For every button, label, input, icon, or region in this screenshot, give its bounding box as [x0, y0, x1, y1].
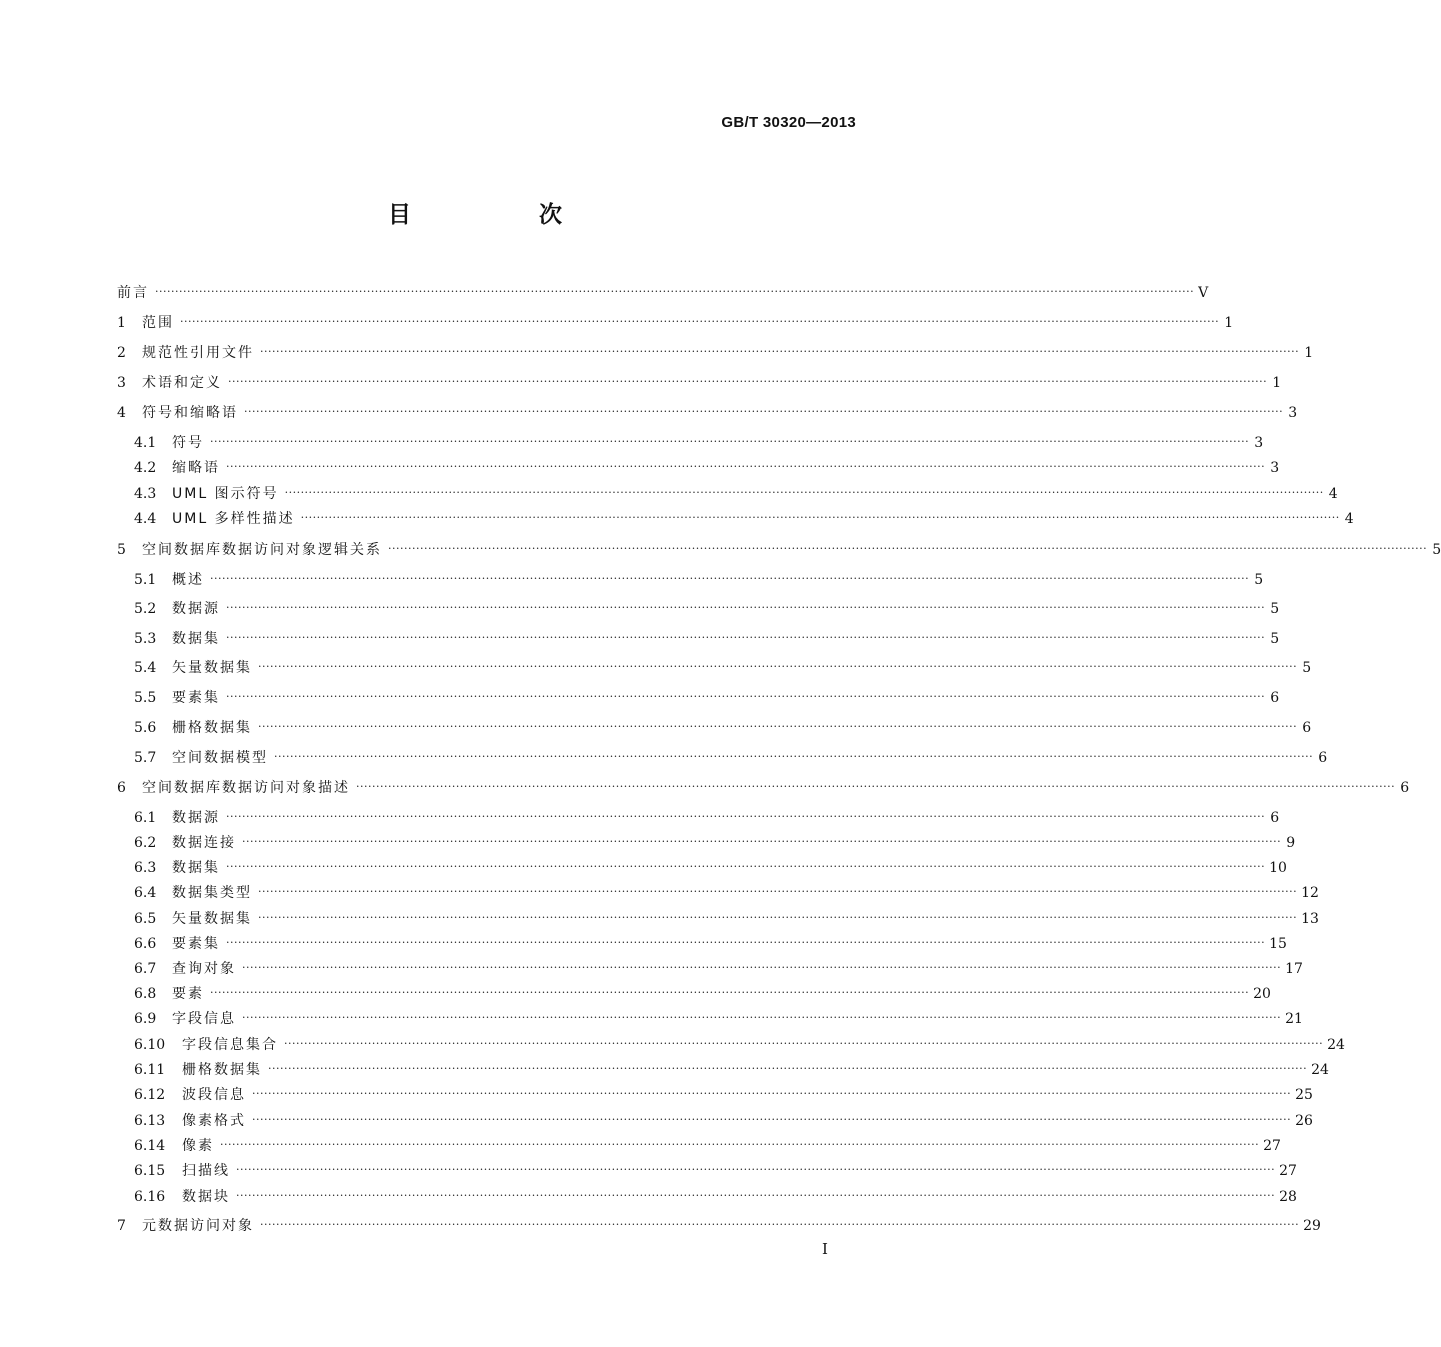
toc-entry-page: 24: [1327, 1037, 1345, 1053]
toc-leader-dots: ····································································································································································································································································: [284, 1037, 1324, 1050]
toc-leader-dots: ····································································································································································································································································: [226, 601, 1266, 614]
toc-entry-number: 6.6: [134, 936, 157, 952]
toc-leader-dots: ····································································································································································································································································: [258, 911, 1298, 924]
toc-entry-number: 6.12: [134, 1087, 166, 1103]
toc-entry-page: 12: [1301, 885, 1319, 901]
toc-leader-dots: ····································································································································································································································································: [180, 315, 1220, 328]
toc-entry-page: 5: [1270, 631, 1280, 647]
toc-entry-number: 5.3: [134, 631, 157, 647]
toc-entry-label: 像素: [182, 1138, 214, 1154]
toc-entry-number: 6.1: [134, 810, 157, 826]
toc-leader-dots: ····································································································································································································································································: [226, 936, 1266, 949]
toc-entry-label: 要素集: [172, 936, 220, 952]
toc-entry-page: 1: [1272, 375, 1282, 391]
toc-entry[interactable]: [117, 370, 1282, 392]
toc-entry-number: 6.9: [134, 1011, 157, 1027]
toc-entry-page: 21: [1285, 1011, 1303, 1027]
toc-entry-page: 6: [1318, 750, 1328, 766]
toc-entry-number: 6.5: [134, 911, 157, 927]
toc-entry-label: 查询对象: [172, 961, 236, 977]
toc-entry-number: 6.15: [134, 1163, 166, 1179]
toc-entry-page: V: [1198, 285, 1209, 301]
toc-entry-number: 6.3: [134, 860, 157, 876]
toc-entry-label: 范围: [142, 315, 174, 331]
toc-entry-number: 5.4: [134, 660, 157, 676]
toc-leader-dots: ····································································································································································································································································: [242, 961, 1282, 974]
toc-entry-page: 5: [1270, 601, 1280, 617]
standard-code: GB/T 30320—2013: [721, 114, 856, 131]
toc-leader-dots: ····································································································································································································································································: [274, 750, 1314, 763]
toc-entry-number: 6.8: [134, 986, 157, 1002]
toc-entry-number: 4.4: [134, 511, 157, 527]
toc-leader-dots: ····································································································································································································································································: [226, 690, 1266, 703]
toc-entry-label: 扫描线: [182, 1163, 230, 1179]
toc-entry-label: 规范性引用文件: [142, 345, 254, 361]
toc-leader-dots: ····································································································································································································································································: [220, 1138, 1260, 1151]
toc-entry-page: 4: [1344, 511, 1354, 527]
toc-entry-number: 2: [117, 345, 126, 361]
toc-entry[interactable]: [117, 280, 1209, 302]
toc-entry-page: 3: [1254, 435, 1264, 451]
toc-entry-label: 字段信息: [172, 1011, 236, 1027]
toc-entry-label: 栅格数据集: [172, 720, 252, 736]
toc-entry-label: 数据集类型: [172, 885, 252, 901]
toc-entry[interactable]: [134, 981, 1271, 1003]
toc-entry-label: 数据源: [172, 810, 220, 826]
toc-entry[interactable]: [134, 506, 1354, 528]
toc-leader-dots: ····································································································································································································································································: [258, 660, 1298, 673]
toc-entry-label: 缩略语: [172, 460, 220, 476]
toc-entry[interactable]: [134, 1006, 1303, 1028]
toc-leader-dots: ····································································································································································································································································: [242, 1011, 1282, 1024]
toc-entry-label: 栅格数据集: [182, 1062, 262, 1078]
toc-leader-dots: ····································································································································································································································································: [210, 572, 1250, 585]
toc-entry-label: 数据块: [182, 1189, 230, 1205]
toc-entry[interactable]: [134, 430, 1264, 452]
toc-entry-label: 元数据访问对象: [142, 1218, 254, 1234]
toc-entry-label: 符号: [172, 435, 204, 451]
toc-entry-page: 25: [1295, 1087, 1313, 1103]
toc-entry-label: 数据集: [172, 860, 220, 876]
toc-entry-page: 5: [1254, 572, 1264, 588]
toc-entry-page: 6: [1302, 720, 1312, 736]
toc-entry[interactable]: [134, 596, 1280, 618]
toc-entry-number: 6.13: [134, 1113, 166, 1129]
toc-entry-page: 6: [1270, 810, 1280, 826]
toc-entry-number: 3: [117, 375, 126, 391]
toc-entry-page: 1: [1304, 345, 1314, 361]
page-number: I: [822, 1240, 828, 1258]
toc-entry-number: 6.11: [134, 1062, 166, 1078]
toc-entry-number: 1: [117, 315, 126, 331]
toc-entry[interactable]: [117, 537, 1441, 559]
toc-leader-dots: ····································································································································································································································································: [284, 486, 1324, 499]
toc-leader-dots: ····································································································································································································································································: [228, 375, 1268, 388]
toc-entry[interactable]: [134, 626, 1280, 648]
toc-entry-label: 数据集: [172, 631, 220, 647]
toc-leader-dots: ····································································································································································································································································: [388, 542, 1428, 555]
toc-entry-label: UML 图示符号: [172, 486, 279, 502]
toc-entry-number: 6.7: [134, 961, 157, 977]
toc-entry-page: 5: [1302, 660, 1312, 676]
toc-entry-number: 7: [117, 1218, 126, 1234]
toc-entry-page: 26: [1295, 1113, 1313, 1129]
toc-entry-page: 3: [1270, 460, 1280, 476]
toc-entry-page: 17: [1285, 961, 1303, 977]
toc-leader-dots: ····································································································································································································································································: [258, 720, 1298, 733]
toc-entry-label: 要素: [172, 986, 204, 1002]
toc-entry[interactable]: [134, 1032, 1345, 1054]
toc-entry[interactable]: [134, 655, 1312, 677]
toc-entry[interactable]: [134, 1057, 1329, 1079]
toc-leader-dots: ····································································································································································································································································: [260, 345, 1300, 358]
toc-entry-number: 5: [117, 542, 126, 558]
toc-entry-label: 空间数据库数据访问对象描述: [142, 780, 350, 796]
toc-leader-dots: ····································································································································································································································································: [155, 285, 1195, 298]
toc-entry-page: 20: [1253, 986, 1271, 1002]
toc-leader-dots: ····································································································································································································································································: [226, 460, 1266, 473]
toc-leader-dots: ····································································································································································································································································: [356, 780, 1396, 793]
toc-entry-number: 4.3: [134, 486, 157, 502]
toc-entry-page: 6: [1400, 780, 1410, 796]
toc-entry[interactable]: [134, 455, 1280, 477]
toc-leader-dots: ····································································································································································································································································: [300, 511, 1340, 524]
toc-leader-dots: ····································································································································································································································································: [242, 835, 1282, 848]
toc-entry-label: 数据源: [172, 601, 220, 617]
toc-entry[interactable]: [117, 1213, 1321, 1235]
toc-leader-dots: ····································································································································································································································································: [252, 1087, 1292, 1100]
toc-entry-label: 概述: [172, 572, 204, 588]
toc-entry-page: 27: [1279, 1163, 1297, 1179]
toc-entry-number: 6.2: [134, 835, 157, 851]
toc-entry-number: 6.14: [134, 1138, 166, 1154]
toc-entry[interactable]: [134, 567, 1264, 589]
toc-entry-label: 字段信息集合: [182, 1037, 278, 1053]
toc-entry-page: 15: [1269, 936, 1287, 952]
toc-entry-label: 符号和缩略语: [142, 405, 238, 421]
toc-entry-number: 5.2: [134, 601, 157, 617]
toc-leader-dots: ····································································································································································································································································: [226, 860, 1266, 873]
toc-leader-dots: ····································································································································································································································································: [268, 1062, 1308, 1075]
toc-entry[interactable]: [134, 1082, 1313, 1104]
toc-entry-page: 6: [1270, 690, 1280, 706]
toc-entry[interactable]: [134, 1184, 1297, 1206]
toc-entry[interactable]: [134, 1158, 1297, 1180]
toc-entry-number: 4.1: [134, 435, 157, 451]
toc-entry-label: 要素集: [172, 690, 220, 706]
toc-entry-label: 术语和定义: [142, 375, 222, 391]
toc-entry[interactable]: [134, 715, 1312, 737]
toc-entry-label: 空间数据库数据访问对象逻辑关系: [142, 542, 382, 558]
toc-entry-label: 矢量数据集: [172, 660, 252, 676]
toc-leader-dots: ····································································································································································································································································: [236, 1189, 1276, 1202]
toc-entry-page: 24: [1311, 1062, 1329, 1078]
toc-entry-page: 9: [1286, 835, 1296, 851]
toc-entry-page: 1: [1224, 315, 1234, 331]
toc-entry-number: 5.6: [134, 720, 157, 736]
toc-entry[interactable]: [134, 830, 1296, 852]
toc-entry[interactable]: [134, 1108, 1313, 1130]
toc-entry[interactable]: [134, 931, 1287, 953]
toc-leader-dots: ····································································································································································································································································: [236, 1163, 1276, 1176]
toc-leader-dots: ····································································································································································································································································: [244, 405, 1284, 418]
toc-entry-page: 13: [1301, 911, 1319, 927]
toc-entry-number: 6.16: [134, 1189, 166, 1205]
toc-entry-page: 10: [1269, 860, 1287, 876]
toc-entry-label: 数据连接: [172, 835, 236, 851]
toc-entry[interactable]: [134, 1133, 1281, 1155]
toc-entry-number: 5.5: [134, 690, 157, 706]
toc-entry-number: 6.4: [134, 885, 157, 901]
toc-entry-label: 前言: [117, 285, 149, 301]
toc-entry-page: 28: [1279, 1189, 1297, 1205]
toc-entry[interactable]: [117, 400, 1298, 422]
toc-entry-page: 27: [1263, 1138, 1281, 1154]
toc-entry-label: 像素格式: [182, 1113, 246, 1129]
toc-entry-number: 5.7: [134, 750, 157, 766]
toc-entry[interactable]: [134, 906, 1319, 928]
toc-entry[interactable]: [134, 481, 1338, 503]
toc-entry-number: 4.2: [134, 460, 157, 476]
toc-leader-dots: ····································································································································································································································································: [252, 1113, 1292, 1126]
toc-entry[interactable]: [117, 310, 1234, 332]
toc-entry[interactable]: [134, 685, 1280, 707]
toc-entry-page: 5: [1432, 542, 1441, 558]
toc-entry[interactable]: [134, 880, 1319, 902]
toc-entry-page: 3: [1288, 405, 1298, 421]
toc-entry-page: 29: [1303, 1218, 1321, 1234]
toc-leader-dots: ····································································································································································································································································: [226, 810, 1266, 823]
toc-entry-label: 波段信息: [182, 1087, 246, 1103]
toc-entry-number: 6.10: [134, 1037, 166, 1053]
toc-entry-label: 矢量数据集: [172, 911, 252, 927]
toc-entry[interactable]: [134, 956, 1303, 978]
toc-entry-label: 空间数据模型: [172, 750, 268, 766]
toc-leader-dots: ····································································································································································································································································: [260, 1218, 1300, 1231]
toc-entry-page: 4: [1328, 486, 1338, 502]
toc-entry[interactable]: [134, 745, 1328, 767]
toc-entry-number: 5.1: [134, 572, 157, 588]
toc-leader-dots: ····································································································································································································································································: [258, 885, 1298, 898]
toc-leader-dots: ····································································································································································································································································: [226, 631, 1266, 644]
toc-leader-dots: ····································································································································································································································································: [210, 986, 1250, 999]
toc-entry[interactable]: [134, 805, 1280, 827]
toc-entry-number: 4: [117, 405, 126, 421]
toc-entry[interactable]: [117, 340, 1314, 362]
page-title: 目 次: [387, 202, 622, 228]
toc-entry[interactable]: [134, 855, 1287, 877]
toc-entry-number: 6: [117, 780, 126, 796]
toc-leader-dots: ····································································································································································································································································: [210, 435, 1250, 448]
toc-entry-label: UML 多样性描述: [172, 511, 295, 527]
toc-entry[interactable]: [117, 775, 1410, 797]
